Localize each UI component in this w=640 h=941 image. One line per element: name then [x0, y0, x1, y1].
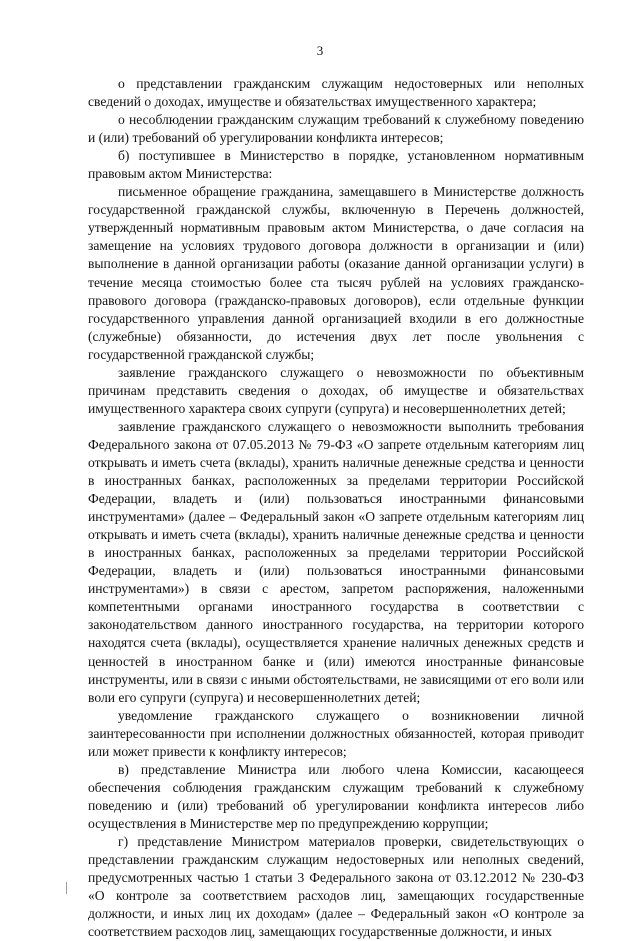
paragraph-written-appeal: письменное обращение гражданина, замещавшего в Министерстве должность государственной гражданской службы, включенную в Перечень должностей, утвержденный нормативным правовым актом Министерства, о даче согласия на замещение на условиях трудового договора должности в организации и (или) выполнение в данной организации работы (оказание данной организации услуги) в течение месяца стоимостью более ста тысяч рублей на условиях гражданско-правового договора (гражданско-правовых договоров), если отдельные функции государственного управления данной организацией входили в его должностные (служебные) обязанности, до истечения двух лет после увольнения с государственной гражданской службы; [88, 184, 584, 362]
paragraph-b-received: б) поступившее в Министерство в порядке, установленном нормативным правовым актом Министерства: [88, 148, 584, 182]
paragraph-foreign-accounts: заявление гражданского служащего о невозможности выполнить требования Федерального закона от 07.05.2013 № 79-ФЗ «О запрете отдельным категориям лиц открывать и иметь счета (вклады), хранить наличные денежные средства и ценности в иностранных банках, расположенных за пределами территории Российской Федерации, владеть и (или) пользоваться иностранными финансовыми инструментами» (далее – Федеральный закон «О запрете отдельным категориям лиц открывать и иметь счета (вклады), хранить наличные денежные средства и ценности в иностранных банках, расположенных за пределами территории Российской Федерации, владеть и (или) пользоваться иностранными финансовыми инструментами») в связи с арестом, запретом распоряжения, наложенными компетентными органами иностранного государства в соответствии с законодательством данного иностранного государства, на территории которого находятся счета (вклады), осуществляется хранение наличных денежных средств и ценностей в иностранном банке и (или) имеются иностранные финансовые инструменты, или в связи с иными обстоятельствами, не зависящими от его воли или воли его супруги (супруга) и несовершеннолетних детей; [88, 418, 584, 705]
paragraph-v-minister-submission: в) представление Министра или любого члена Комиссии, касающееся обеспечения соблюдения гражданским служащим требований к служебному поведению и (или) требований об урегулировании конфликта интересов либо осуществления в Министерстве мер по предупреждению коррупции; [88, 761, 584, 831]
page-number: 3 [316, 43, 324, 58]
document-body [88, 75, 584, 941]
paragraph-false-information: о представлении гражданским служащим недостоверных или неполных сведений о доходах, имуществе и обязательствах имущественного характера; [88, 76, 584, 110]
paragraph-g-audit-materials: г) представление Министром материалов проверки, свидетельствующих о представлении гражданским служащим недостоверных или неполных сведений, предусмотренных частью 1 статьи 3 Федерального закона от 03.12.2012 № 230-ФЗ «О контроле за соответствием расходов лиц, замещающих государственные должности, и иных лиц их доходам» (далее – Федеральный закон «О контроле за соответствием расходов лиц, замещающих государственные должности, и иных [88, 833, 584, 940]
paragraph-income-statement: заявление гражданского служащего о невозможности по объективным причинам представить сведения о доходах, об имуществе и обязательствах имущественного характера своих супруги (супруга) и несовершеннолетних детей; [88, 364, 584, 416]
margin-mark [66, 882, 67, 894]
paragraph-conduct-violation: о несоблюдении гражданским служащим требований к служебному поведению и (или) требований об урегулировании конфликта интересов; [88, 112, 584, 146]
paragraph-conflict-notice: уведомление гражданского служащего о возникновении личной заинтересованности при исполнении должностных обязанностей, которая приводит или может привести к конфликту интересов; [88, 707, 584, 759]
